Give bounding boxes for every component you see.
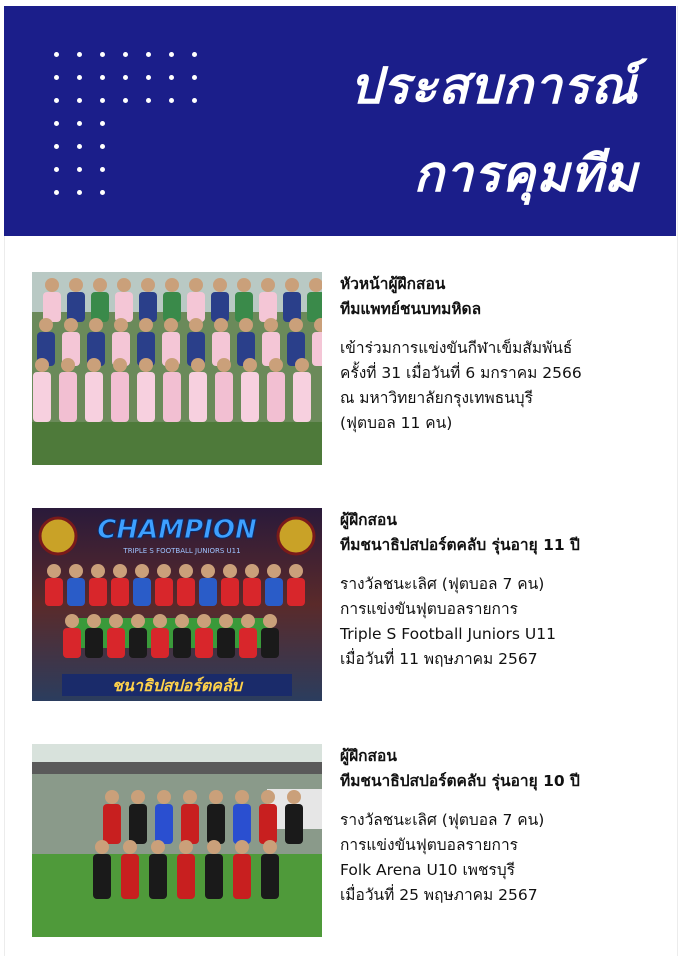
- dot: [192, 75, 197, 80]
- dot-pattern: [54, 52, 214, 212]
- entry-team: ทีมแพทย์ชนบทมหิดล: [340, 300, 482, 318]
- dot: [192, 98, 197, 103]
- entry-team: ทีมชนาธิปสปอร์ตคลับ รุ่นอายุ 11 ปี: [340, 536, 580, 554]
- club-crest-icon: [278, 518, 314, 554]
- entry-text-1: [340, 272, 660, 436]
- dot: [100, 167, 105, 172]
- title-line-2: การคุมทีม: [413, 145, 638, 203]
- dot: [77, 190, 82, 195]
- detail-line: รางวัลชนะเลิศ (ฟุตบอล 7 คน): [340, 575, 545, 593]
- dot: [77, 52, 82, 57]
- dot: [77, 121, 82, 126]
- dot: [54, 52, 59, 57]
- team-photo-2: [32, 508, 322, 701]
- dot: [100, 98, 105, 103]
- dot: [100, 52, 105, 57]
- detail-line: Triple S Football Juniors U11: [340, 625, 556, 643]
- dot: [54, 167, 59, 172]
- dot: [100, 75, 105, 80]
- page-title: [350, 42, 638, 218]
- dot: [123, 52, 128, 57]
- detail-line: รางวัลชนะเลิศ (ฟุตบอล 7 คน): [340, 811, 545, 829]
- entry-details: [340, 572, 660, 672]
- dot: [77, 144, 82, 149]
- entry-role: ผู้ฝึกสอน: [340, 747, 397, 765]
- team-photo-1: [32, 272, 322, 465]
- dot: [169, 75, 174, 80]
- dot: [100, 121, 105, 126]
- dot: [77, 75, 82, 80]
- detail-line: การแข่งขันฟุตบอลรายการ: [340, 836, 518, 854]
- dot: [54, 190, 59, 195]
- banner-bottom-text: ชนาธิปสปอร์ตคลับ: [112, 676, 242, 695]
- entry-details: [340, 808, 660, 908]
- dot: [100, 190, 105, 195]
- team-photo-3: [32, 744, 322, 937]
- dot: [146, 98, 151, 103]
- entry-role: ผู้ฝึกสอน: [340, 511, 397, 529]
- detail-line: Folk Arena U10 เพชรบุรี: [340, 861, 515, 879]
- dot: [54, 75, 59, 80]
- dot: [123, 98, 128, 103]
- entry-text-2: [340, 508, 660, 672]
- entry-team: ทีมชนาธิปสปอร์ตคลับ รุ่นอายุ 10 ปี: [340, 772, 580, 790]
- entry-role: หัวหน้าผู้ฝึกสอน: [340, 275, 446, 293]
- detail-line: การแข่งขันฟุตบอลรายการ: [340, 600, 518, 618]
- banner-champion-text: CHAMPION: [97, 515, 257, 545]
- dot: [192, 52, 197, 57]
- dot: [54, 121, 59, 126]
- detail-line: เมื่อวันที่ 25 พฤษภาคม 2567: [340, 886, 538, 904]
- dot: [169, 98, 174, 103]
- dot: [146, 52, 151, 57]
- dot: [123, 75, 128, 80]
- dot: [77, 167, 82, 172]
- header-banner: [4, 6, 676, 236]
- dot: [100, 144, 105, 149]
- detail-line: เมื่อวันที่ 11 พฤษภาคม 2567: [340, 650, 538, 668]
- title-line-1: ประสบการณ์: [349, 57, 638, 115]
- dot: [169, 52, 174, 57]
- entry-details: [340, 336, 660, 436]
- detail-line: (ฟุตบอล 11 คน): [340, 414, 453, 432]
- entry-text-3: [340, 744, 660, 908]
- banner-sub-text: TRIPLE S FOOTBALL JUNIORS U11: [123, 547, 241, 555]
- detail-line: เข้าร่วมการแข่งขันกีฬาเข็มสัมพันธ์: [340, 339, 573, 357]
- club-crest-icon: [40, 518, 76, 554]
- dot: [77, 98, 82, 103]
- dot: [146, 75, 151, 80]
- dot: [54, 98, 59, 103]
- dot: [54, 144, 59, 149]
- detail-line: ณ มหาวิทยาลัยกรุงเทพธนบุรี: [340, 389, 533, 407]
- detail-line: ครั้งที่ 31 เมื่อวันที่ 6 มกราคม 2566: [340, 364, 582, 382]
